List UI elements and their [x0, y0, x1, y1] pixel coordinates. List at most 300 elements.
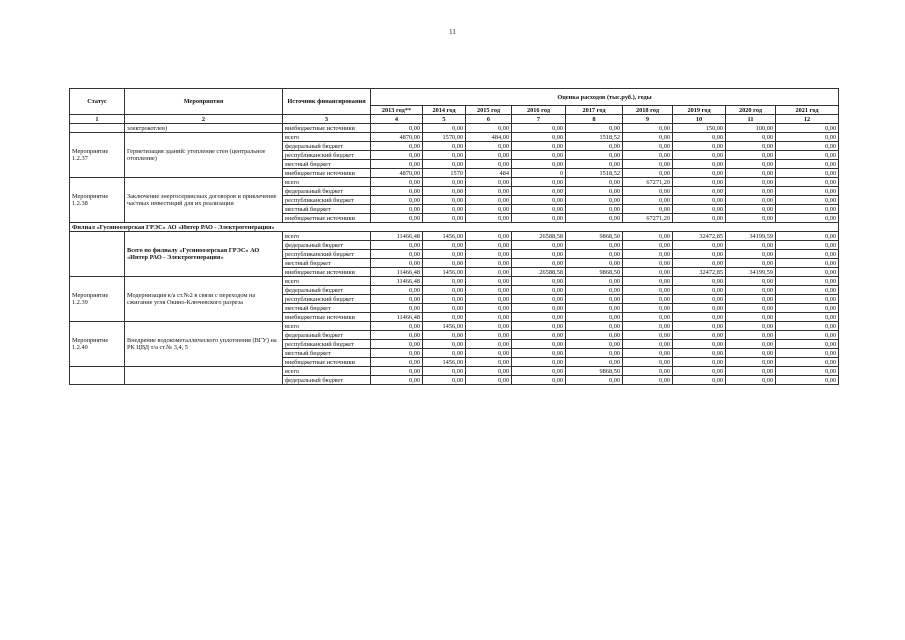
page-number: 11 — [449, 28, 456, 36]
source-cell: федеральный бюджет — [283, 331, 371, 340]
column-numbers-row — [70, 115, 839, 124]
value-cell: 0,00 — [512, 277, 566, 286]
value-cell: 1456,00 — [423, 232, 466, 241]
source-cell: внебюджетные источники — [283, 169, 371, 178]
value-cell: 0,00 — [371, 214, 423, 223]
value-cell: 0,00 — [623, 340, 673, 349]
value-cell: 0,00 — [371, 241, 423, 250]
value-cell: 0,00 — [566, 250, 623, 259]
value-cell: 0,00 — [371, 286, 423, 295]
status-header: Статус — [70, 89, 125, 115]
value-cell: 0,00 — [466, 160, 512, 169]
value-cell: 0,00 — [512, 259, 566, 268]
value-cell: 0,00 — [512, 349, 566, 358]
value-cell: 0,00 — [726, 313, 776, 322]
column-number: 2 — [125, 115, 283, 124]
source-cell: всего — [283, 133, 371, 142]
value-cell: 0,00 — [566, 376, 623, 385]
value-cell: 0,00 — [371, 340, 423, 349]
value-cell: 0,00 — [673, 295, 726, 304]
value-cell: 0,00 — [623, 133, 673, 142]
value-cell: 0,00 — [776, 178, 839, 187]
table-body — [70, 124, 839, 385]
status-cell: Мероприятие 1.2.40 — [70, 322, 125, 367]
table-row — [70, 232, 839, 241]
table-row — [70, 367, 839, 376]
value-cell: 0,00 — [726, 250, 776, 259]
table-row — [70, 277, 839, 286]
value-cell: 0,00 — [673, 304, 726, 313]
value-cell: 0,00 — [466, 196, 512, 205]
value-cell: 0,00 — [673, 196, 726, 205]
value-cell: 0,00 — [466, 187, 512, 196]
value-cell: 0,00 — [776, 358, 839, 367]
value-cell: 0,00 — [423, 259, 466, 268]
value-cell: 0,00 — [623, 322, 673, 331]
source-cell: федеральный бюджет — [283, 241, 371, 250]
column-number: 8 — [566, 115, 623, 124]
value-cell: 0,00 — [466, 241, 512, 250]
value-cell: 0,00 — [623, 349, 673, 358]
source-cell: внебюджетные источники — [283, 214, 371, 223]
value-cell: 26588,58 — [512, 268, 566, 277]
value-cell: 1456,00 — [423, 358, 466, 367]
value-cell: 0,00 — [466, 268, 512, 277]
value-cell: 0,00 — [512, 196, 566, 205]
value-cell: 0,00 — [776, 268, 839, 277]
value-cell: 0,00 — [566, 187, 623, 196]
value-cell: 1518,52 — [566, 169, 623, 178]
value-cell: 0,00 — [776, 169, 839, 178]
table-row — [70, 133, 839, 142]
value-cell: 11466,48 — [371, 268, 423, 277]
value-cell: 0,00 — [623, 358, 673, 367]
column-number: 12 — [776, 115, 839, 124]
value-cell: 0,00 — [512, 340, 566, 349]
value-cell: 0,00 — [423, 331, 466, 340]
value-cell: 0,00 — [423, 286, 466, 295]
value-cell: 0,00 — [371, 304, 423, 313]
value-cell: 0,00 — [623, 205, 673, 214]
value-cell: 11466,48 — [371, 277, 423, 286]
value-cell: 0,00 — [371, 187, 423, 196]
value-cell: 0,00 — [623, 142, 673, 151]
value-cell: 0,00 — [423, 304, 466, 313]
value-cell: 0,00 — [423, 376, 466, 385]
value-cell: 0,00 — [371, 151, 423, 160]
event-cell: Заключение энергосервисных договоров и привлечение частных инвестиций для их реализации — [125, 178, 283, 223]
value-cell: 0,00 — [726, 340, 776, 349]
value-cell: 0,00 — [623, 331, 673, 340]
value-cell: 0,00 — [466, 295, 512, 304]
source-cell: всего — [283, 178, 371, 187]
section-row — [70, 223, 839, 232]
value-cell: 0,00 — [466, 259, 512, 268]
value-cell: 0,00 — [673, 376, 726, 385]
value-cell: 150,00 — [673, 124, 726, 133]
value-cell: 0,00 — [423, 205, 466, 214]
value-cell: 1456,00 — [423, 322, 466, 331]
value-cell: 0,00 — [673, 340, 726, 349]
value-cell: 0,00 — [776, 286, 839, 295]
value-cell: 0,00 — [423, 178, 466, 187]
value-cell: 0,00 — [371, 160, 423, 169]
value-cell: 0,00 — [776, 133, 839, 142]
value-cell: 0,00 — [566, 358, 623, 367]
value-cell: 9868,50 — [566, 268, 623, 277]
value-cell: 0,00 — [776, 295, 839, 304]
value-cell: 0,00 — [673, 358, 726, 367]
value-cell: 0,00 — [566, 241, 623, 250]
source-cell: республиканский бюджет — [283, 151, 371, 160]
value-cell: 0,00 — [512, 151, 566, 160]
value-cell: 0,00 — [466, 331, 512, 340]
column-number: 5 — [423, 115, 466, 124]
value-cell: 0,00 — [673, 178, 726, 187]
value-cell: 0,00 — [776, 277, 839, 286]
value-cell: 0,00 — [371, 358, 423, 367]
value-cell: 0,00 — [512, 241, 566, 250]
value-cell: 0,00 — [423, 196, 466, 205]
year-header: 2017 год — [566, 106, 623, 115]
value-cell: 0,00 — [673, 250, 726, 259]
value-cell: 0,00 — [371, 124, 423, 133]
value-cell: 0,00 — [726, 214, 776, 223]
value-cell: 0,00 — [726, 286, 776, 295]
value-cell: 0,00 — [776, 187, 839, 196]
value-cell: 0,00 — [623, 259, 673, 268]
value-cell: 0,00 — [566, 259, 623, 268]
value-cell: 0,00 — [776, 250, 839, 259]
value-cell: 0,00 — [673, 322, 726, 331]
value-cell: 0,00 — [423, 295, 466, 304]
value-cell: 0,00 — [423, 142, 466, 151]
event-cell: электрокотлев) — [125, 124, 283, 133]
value-cell: 0,00 — [512, 367, 566, 376]
column-number: 11 — [726, 115, 776, 124]
status-cell: Мероприятие 1.2.39 — [70, 277, 125, 322]
value-cell: 0,00 — [371, 322, 423, 331]
value-cell: 67271,20 — [623, 214, 673, 223]
value-cell: 0,00 — [423, 313, 466, 322]
value-cell: 4870,00 — [371, 169, 423, 178]
value-cell: 0,00 — [466, 178, 512, 187]
value-cell: 0,00 — [776, 142, 839, 151]
value-cell: 484,00 — [466, 133, 512, 142]
value-cell: 0,00 — [673, 142, 726, 151]
value-cell: 0,00 — [371, 376, 423, 385]
value-cell: 0,00 — [726, 178, 776, 187]
value-cell: 0,00 — [512, 250, 566, 259]
value-cell: 0,00 — [726, 277, 776, 286]
value-cell: 0,00 — [673, 151, 726, 160]
source-cell: внебюджетные источники — [283, 358, 371, 367]
value-cell: 0,00 — [466, 151, 512, 160]
status-cell — [70, 367, 125, 385]
value-cell: 0,00 — [776, 313, 839, 322]
column-number: 7 — [512, 115, 566, 124]
status-cell: Мероприятие 1.2.37 — [70, 133, 125, 178]
event-cell — [125, 367, 283, 385]
value-cell: 1570,00 — [423, 133, 466, 142]
estimate-header: Оценка расходов (тыс.руб.), годы — [371, 89, 839, 106]
value-cell: 0,00 — [512, 187, 566, 196]
value-cell: 0,00 — [466, 358, 512, 367]
source-cell: республиканский бюджет — [283, 196, 371, 205]
value-cell: 0,00 — [423, 250, 466, 259]
event-header: Мероприятия — [125, 89, 283, 115]
value-cell: 0,00 — [623, 250, 673, 259]
value-cell: 0,00 — [726, 259, 776, 268]
source-cell: местный бюджет — [283, 259, 371, 268]
value-cell: 0,00 — [776, 124, 839, 133]
value-cell: 32472,85 — [673, 268, 726, 277]
source-cell: местный бюджет — [283, 304, 371, 313]
value-cell: 0 — [512, 169, 566, 178]
value-cell: 0,00 — [512, 205, 566, 214]
value-cell: 0,00 — [371, 196, 423, 205]
year-header: 2015 год — [466, 106, 512, 115]
value-cell: 100,00 — [726, 124, 776, 133]
value-cell: 1518,52 — [566, 133, 623, 142]
value-cell: 0,00 — [566, 196, 623, 205]
value-cell: 0,00 — [726, 169, 776, 178]
value-cell: 0,00 — [776, 376, 839, 385]
status-cell — [70, 124, 125, 133]
source-cell: республиканский бюджет — [283, 250, 371, 259]
value-cell: 0,00 — [726, 322, 776, 331]
value-cell: 0,00 — [423, 340, 466, 349]
value-cell: 0,00 — [673, 187, 726, 196]
table-row — [70, 124, 839, 133]
value-cell: 0,00 — [512, 322, 566, 331]
value-cell: 0,00 — [423, 124, 466, 133]
value-cell: 0,00 — [726, 358, 776, 367]
value-cell: 0,00 — [623, 277, 673, 286]
value-cell: 11466,48 — [371, 232, 423, 241]
value-cell: 0,00 — [623, 286, 673, 295]
source-cell: внебюджетные источники — [283, 313, 371, 322]
value-cell: 0,00 — [673, 169, 726, 178]
source-cell: федеральный бюджет — [283, 187, 371, 196]
value-cell: 0,00 — [466, 376, 512, 385]
source-cell: федеральный бюджет — [283, 376, 371, 385]
event-cell: Внедрение водокометаллического уплотнения (ВГУ) на РК ЦВД т/а ст.№ 3,4, 5 — [125, 322, 283, 367]
value-cell: 0,00 — [623, 196, 673, 205]
table-row — [70, 322, 839, 331]
value-cell: 0,00 — [776, 259, 839, 268]
value-cell: 0,00 — [726, 349, 776, 358]
value-cell: 0,00 — [371, 205, 423, 214]
value-cell: 0,00 — [673, 160, 726, 169]
value-cell: 0,00 — [371, 331, 423, 340]
value-cell: 0,00 — [566, 124, 623, 133]
value-cell: 0,00 — [623, 304, 673, 313]
value-cell: 0,00 — [512, 214, 566, 223]
value-cell: 0,00 — [776, 367, 839, 376]
column-number: 6 — [466, 115, 512, 124]
year-header: 2018 год — [623, 106, 673, 115]
value-cell: 0,00 — [512, 160, 566, 169]
year-header: 2013 год** — [371, 106, 423, 115]
value-cell: 34199,59 — [726, 232, 776, 241]
value-cell: 0,00 — [776, 322, 839, 331]
value-cell: 26588,58 — [512, 232, 566, 241]
value-cell: 0,00 — [566, 286, 623, 295]
year-header: 2014 год — [423, 106, 466, 115]
value-cell: 0,00 — [726, 241, 776, 250]
header-row — [70, 89, 839, 106]
value-cell: 0,00 — [726, 133, 776, 142]
value-cell: 0,00 — [423, 160, 466, 169]
value-cell: 0,00 — [726, 196, 776, 205]
value-cell: 0,00 — [673, 205, 726, 214]
value-cell: 0,00 — [466, 340, 512, 349]
value-cell: 0,00 — [466, 205, 512, 214]
value-cell: 0,00 — [466, 250, 512, 259]
value-cell: 0,00 — [726, 160, 776, 169]
source-cell: всего — [283, 232, 371, 241]
value-cell: 0,00 — [371, 250, 423, 259]
value-cell: 0,00 — [776, 196, 839, 205]
source-cell: местный бюджет — [283, 349, 371, 358]
value-cell: 0,00 — [423, 187, 466, 196]
source-cell: республиканский бюджет — [283, 295, 371, 304]
value-cell: 0,00 — [673, 241, 726, 250]
value-cell: 0,00 — [623, 187, 673, 196]
value-cell: 0,00 — [371, 349, 423, 358]
value-cell: 0,00 — [371, 178, 423, 187]
column-number: 9 — [623, 115, 673, 124]
column-number: 4 — [371, 115, 423, 124]
value-cell: 0,00 — [512, 295, 566, 304]
value-cell: 0,00 — [566, 331, 623, 340]
event-cell: Модернизация к/а ст.№2 в связи с переходом на сжигание угля Окино-Ключевского разреза — [125, 277, 283, 322]
value-cell: 0,00 — [726, 205, 776, 214]
value-cell: 0,00 — [623, 268, 673, 277]
source-cell: федеральный бюджет — [283, 142, 371, 151]
source-cell: внебюджетные источники — [283, 124, 371, 133]
value-cell: 0,00 — [566, 295, 623, 304]
value-cell: 4870,00 — [371, 133, 423, 142]
table-row — [70, 178, 839, 187]
event-cell: Герметизация зданий: утепление стен (центральное отопление) — [125, 133, 283, 178]
event-cell: Всего по филиалу «Гусиноозерская ГРЭС» АО «Интер РАО - Электрогенерация» — [125, 232, 283, 277]
value-cell: 0,00 — [726, 367, 776, 376]
value-cell: 1570 — [423, 169, 466, 178]
value-cell: 0,00 — [623, 169, 673, 178]
value-cell: 0,00 — [566, 322, 623, 331]
value-cell: 0,00 — [566, 313, 623, 322]
value-cell: 0,00 — [423, 241, 466, 250]
value-cell: 0,00 — [673, 133, 726, 142]
value-cell: 0,00 — [776, 205, 839, 214]
value-cell: 0,00 — [776, 349, 839, 358]
value-cell: 11466,48 — [371, 313, 423, 322]
column-number: 3 — [283, 115, 371, 124]
year-header: 2019 год — [673, 106, 726, 115]
value-cell: 0,00 — [566, 151, 623, 160]
value-cell: 0,00 — [776, 160, 839, 169]
value-cell: 0,00 — [726, 295, 776, 304]
value-cell: 0,00 — [623, 295, 673, 304]
value-cell: 0,00 — [466, 277, 512, 286]
value-cell: 0,00 — [673, 286, 726, 295]
value-cell: 0,00 — [566, 304, 623, 313]
value-cell: 0,00 — [566, 205, 623, 214]
value-cell: 0,00 — [466, 367, 512, 376]
value-cell: 0,00 — [512, 178, 566, 187]
value-cell: 0,00 — [566, 277, 623, 286]
value-cell: 0,00 — [512, 376, 566, 385]
value-cell: 0,00 — [512, 313, 566, 322]
value-cell: 0,00 — [466, 142, 512, 151]
value-cell: 32472,85 — [673, 232, 726, 241]
value-cell: 0,00 — [423, 214, 466, 223]
value-cell: 0,00 — [423, 151, 466, 160]
value-cell: 0,00 — [466, 304, 512, 313]
expense-table — [69, 88, 839, 385]
source-cell: местный бюджет — [283, 160, 371, 169]
year-header: 2016 год — [512, 106, 566, 115]
year-header: 2020 год — [726, 106, 776, 115]
section-title: Филиал «Гусиноозерская ГРЭС» АО «Интер РАО - Электрогенерация» — [70, 223, 839, 232]
value-cell: 0,00 — [566, 340, 623, 349]
value-cell: 0,00 — [466, 349, 512, 358]
value-cell: 0,00 — [566, 160, 623, 169]
source-cell: всего — [283, 367, 371, 376]
value-cell: 0,00 — [512, 133, 566, 142]
value-cell: 0,00 — [726, 187, 776, 196]
value-cell: 0,00 — [466, 124, 512, 133]
value-cell: 0,00 — [566, 142, 623, 151]
value-cell: 0,00 — [371, 295, 423, 304]
source-cell: республиканский бюджет — [283, 340, 371, 349]
source-cell: местный бюджет — [283, 205, 371, 214]
value-cell: 0,00 — [673, 277, 726, 286]
value-cell: 0,00 — [371, 259, 423, 268]
value-cell: 0,00 — [566, 214, 623, 223]
value-cell: 0,00 — [726, 376, 776, 385]
value-cell: 0,00 — [466, 214, 512, 223]
value-cell: 0,00 — [423, 277, 466, 286]
value-cell: 0,00 — [623, 160, 673, 169]
value-cell: 0,00 — [466, 232, 512, 241]
source-cell: внебюджетные источники — [283, 268, 371, 277]
value-cell: 0,00 — [776, 232, 839, 241]
value-cell: 67271,20 — [623, 178, 673, 187]
value-cell: 0,00 — [673, 259, 726, 268]
value-cell: 0,00 — [623, 376, 673, 385]
value-cell: 0,00 — [623, 367, 673, 376]
value-cell: 0,00 — [466, 313, 512, 322]
value-cell: 0,00 — [466, 322, 512, 331]
value-cell: 0,00 — [776, 151, 839, 160]
value-cell: 0,00 — [512, 286, 566, 295]
value-cell: 0,00 — [673, 349, 726, 358]
value-cell: 0,00 — [776, 214, 839, 223]
value-cell: 1456,00 — [423, 268, 466, 277]
value-cell: 34199,59 — [726, 268, 776, 277]
value-cell: 0,00 — [673, 214, 726, 223]
value-cell: 0,00 — [726, 151, 776, 160]
value-cell: 0,00 — [726, 142, 776, 151]
value-cell: 0,00 — [371, 367, 423, 376]
value-cell: 9868,50 — [566, 232, 623, 241]
value-cell: 0,00 — [673, 367, 726, 376]
value-cell: 0,00 — [726, 304, 776, 313]
value-cell: 0,00 — [673, 331, 726, 340]
